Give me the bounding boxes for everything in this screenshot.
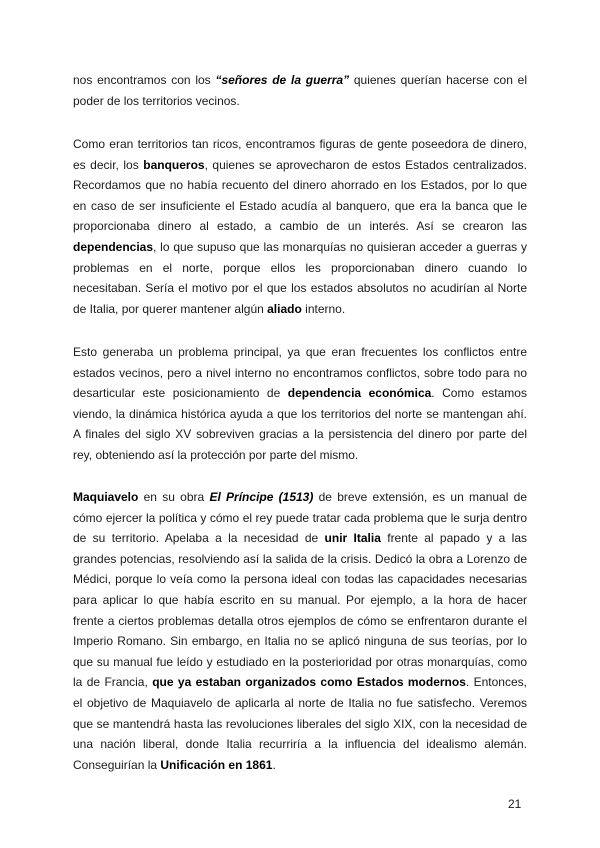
bold-term-unir-italia: unir Italia <box>324 531 381 546</box>
bold-term-dependencias: dependencias <box>73 239 154 254</box>
bold-term-estados-modernos: que ya estaban organizados como Estados modernos <box>152 675 466 690</box>
bold-term-unificacion-1861: Unificación en 1861 <box>160 757 273 772</box>
bold-term-banqueros: banqueros <box>143 157 205 172</box>
bold-term-aliado: aliado <box>267 301 302 316</box>
text-run: de breve extensión, es un manual de cómo ejercer la política y cómo el rey puede tratar cada problema que le surja dentro de su territorio. Apelaba a la necesidad de <box>73 490 527 546</box>
text-run: , lo que supuso que las monarquías no quisieran acceder a guerras y problemas en el norte, porque ellos les proporcionaban dinero cuando lo necesitaban. Sería el motivo por el que los estados absolutos no acudirían al Norte de Italia, por querer mantener algún <box>73 239 527 316</box>
paragraph-maquiavelo <box>73 487 527 775</box>
text-run: , quienes se aprovecharon de estos Estados centralizados. Recordamos que no había recuento del dinero ahorrado en los Estados, por lo que en caso de ser insuficiente el Estado acudía al banquero, que era la banca que le proporcionaba dinero al estado, a cambio de un interés. Así se crearon las <box>73 157 527 234</box>
text-run: Esto generaba un problema principal, ya que eran frecuentes los conflictos entre estados vecinos, pero a nivel interno no encontramos conflictos, sobre todo para no desarticular este posicionamiento de <box>73 345 527 401</box>
paragraph-senores-de-la-guerra <box>73 70 527 111</box>
text-run: interno. <box>301 301 346 316</box>
text-run: . <box>272 757 276 772</box>
text-run: . Entonces, el objetivo de Maquiavelo de aplicarla al norte de Italia no fue satisfecho. Veremos que se mantendrá hasta las revoluciones liberales del siglo XIX, con la necesidad de una nación liberal, donde Italia recurriría a la influencia del idealismo alemán. Conseguirían la <box>73 675 527 772</box>
text-run: nos encontramos con los <box>73 73 216 87</box>
text-run: quienes querían hacerse con el poder de los territorios vecinos. <box>73 73 527 108</box>
text-run: en su obra <box>138 490 210 504</box>
text-run: Como eran territorios tan ricos, encontramos figuras de gente poseedora de dinero, es decir, los <box>73 137 527 172</box>
paragraph-dependencia-economica <box>73 342 527 466</box>
paragraph-banqueros <box>73 134 527 319</box>
bold-term-maquiavelo: Maquiavelo <box>73 490 139 504</box>
text-run: . Como estamos viendo, la dinámica histórica ayuda a que los territorios del norte se mantengan ahí. A finales del siglo XV sobreviven gracias a la persistencia del dinero por parte del rey, obteniendo así la protección por parte del mismo. <box>73 386 527 462</box>
bold-italic-term-el-principe: El Príncipe (1513) <box>209 490 314 504</box>
text-run: frente al papado y a las grandes potencias, resolviendo así la salida de la crisis. Dedicó la obra a Lorenzo de Médici, porque lo veía como la persona ideal con todas las capacidades necesarias para aplicar lo que había escrito en su manual. Por ejemplo, a la hora de hacer frente a ciertos problemas detalla otros ejemplos de cómo se enfrentaron durante el Imperio Romano. Sin embargo, en Italia no se aplicó ninguna de sus teorías, por lo que su manual fue leído y estudiado en la posterioridad por otras monarquías, como la de Francia, <box>73 531 528 690</box>
page-number: 21 <box>508 797 522 811</box>
bold-term-dependencia-economica: dependencia económica <box>287 386 432 401</box>
bold-italic-term-senores-de-la-guerra: “señores de la guerra” <box>215 73 350 87</box>
